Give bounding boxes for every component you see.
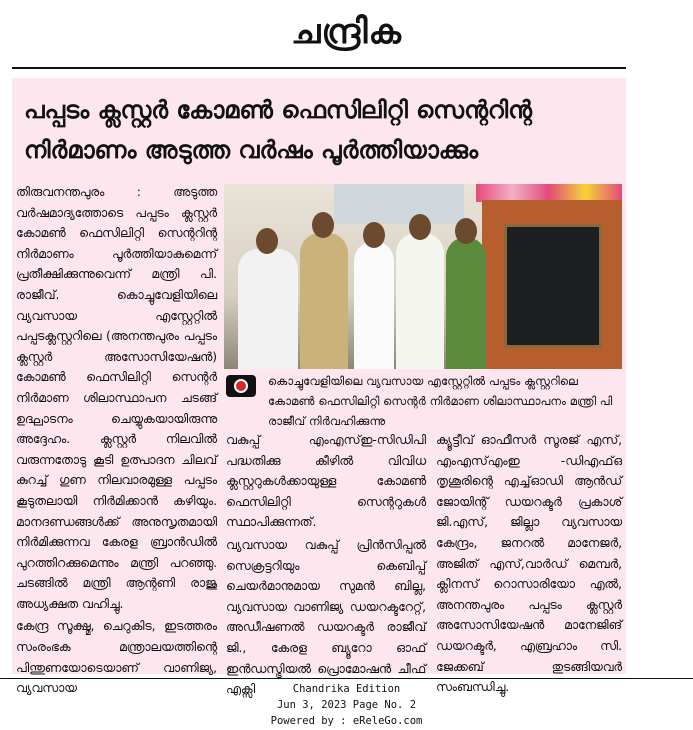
footer-rule — [0, 678, 693, 679]
photo-person — [354, 241, 394, 369]
photo-person-head — [363, 222, 385, 248]
photo-person — [396, 233, 444, 369]
paragraph: കേന്ദ്ര സൂക്ഷ്മ, ചെറുകിട, ഇടത്തരം സംരംഭക മന്ത്രാലയത്തിന്റെ പിന്തുണയോടെയാണ് വാണിജ്യ, വ്യവസായ — [16, 619, 217, 696]
masthead — [0, 0, 693, 64]
footer-edition: Chandrika Edition — [292, 683, 401, 695]
photo-caption-text: കൊച്ചുവേളിയിലെ വ്യവസായ എസ്റ്റേറ്റിൽ പപ്പടം ക്ലസ്റ്ററിലെ കോമൺ ഫെസിലിറ്റി സെന്റർ നിർമാണ ശിലാസ്ഥാപനം മന്ത്രി പി രാജീവ് നിർവഹിക്കുന്നു — [268, 374, 613, 428]
footer — [0, 681, 693, 729]
photo-person-head — [455, 218, 477, 244]
photo-plaque — [504, 224, 602, 348]
article-column-3 — [436, 430, 622, 700]
photo-caption — [224, 371, 622, 428]
paragraph: ക്യൂട്ടീവ് ഓഫീസർ സൂരജ് എസ്, എംഎസ്എംഇ -ഡിഎഫ്ഒ തൃശൂരിന്റെ എച്ച്ഓഡി ആൻഡ് ജോയിന്റ് ഡയറക്ടർ പ്രകാശ് ജി.എസ്, ജില്ലാ വ്യവസായ കേന്ദ്രം, ജനറൽ മാനേജർ, അജിത് എസ്,വാർഡ് മെമ്പർ, ക്ലിനസ് റൊസാരിയോ എൽ, അനന്തപുരം പപ്പടം ക്ലസ്റ്റർ അസോസിയേഷൻ മാനേജിങ് ഡയറക്ടർ, എബ്രഹാം സി. ജേക്കബ് തുടങ്ങിയവർ സംബന്ധിച്ചു. — [436, 433, 622, 695]
camera-icon — [226, 375, 256, 397]
paragraph: തിരുവനന്തപുരം : അടുത്ത വർഷമാദ്യത്തോടെ പപ്പടം ക്ലസ്റ്റർ കോമൺ ഫെസിലിറ്റി സെന്ററിന്റ നിർമാണം പൂർത്തിയാകുമെന്ന് പ്രതീക്ഷിക്കുന്നുവെന്ന് മന്ത്രി പി. രാജീവ്. കൊച്ചുവേളിയിലെ വ്യവസായ എസ്റ്റേറ്റിൽ പപ്പടക്ലസ്റ്ററിലെ (അനന്തപുരം പപ്പടം ക്ലസ്റ്റർ അസോസിയേഷൻ) കോമൺ ഫെസിലിറ്റി സെന്റർ നിർമാണ ശിലാസ്ഥാപന ചടങ്ങ് ഉദ്ഘാടനം ചെയ്യുകയായിരുന്നു അദ്ദേഹം. ക്ലസ്റ്റർ നിലവിൽ വരുന്നതോടു കൂടി ഉത്പാദന ചിലവ് കുറച്ച് ഗുണ നിലവാരമുള്ള പപ്പടം കൂടുതലായി നിർമിക്കാൻ കഴിയും. മാനദണ്ഡങ്ങൾക്ക് അനുസൃതമായി നിർമിക്കുന്നവ കേരള ബ്രാൻഡിൽ പുറത്തിറക്കുമെന്നും മന്ത്രി പറഞ്ഞു. ചടങ്ങിൽ മന്ത്രി ആന്റണി രാജു അധ്യക്ഷത വഹിച്ചു. — [16, 185, 217, 611]
paragraph: വ്യവസായ വകുപ്പ് പ്രിൻസിപ്പൽ സെക്രട്ടറിയും കെബിപ്പ് ചെയർമാനുമായ സുമൻ ബില്ല, വ്യവസായ വാണിജ്യ ഡയറക്ടറേറ്റ്, അഡീഷണൽ ഡയറക്ടർ രാജീവ് ജി., കേരള ബ്യൂറോ ഓഫ് ഇൻഡസ്ട്രിയൽ പ്രൊമോഷൻ ചീഫ് എക്സി — [226, 537, 426, 697]
article-column-2 — [226, 430, 426, 702]
photo-screen — [334, 184, 464, 224]
article-column-1 — [16, 182, 217, 701]
photo-person-head — [256, 228, 278, 254]
newspaper-logo: ചന്ദ്രിക — [291, 12, 402, 52]
photo-person-head — [312, 212, 334, 238]
headline: പപ്പടം ക്ലസ്റ്റർ കോമൺ ഫെസിലിറ്റി സെന്ററിന്റ നിർമാണം അടുത്ത വർഷം പൂർത്തിയാക്കും — [24, 96, 532, 164]
footer-powered-by: Powered by : eReleGo.com — [270, 715, 423, 727]
photo-person — [446, 237, 486, 369]
news-photo — [224, 184, 622, 369]
footer-date-page: Jun 3, 2023 Page No. 2 — [276, 699, 417, 711]
masthead-rule — [12, 67, 626, 69]
photo-person — [238, 249, 298, 369]
photo-person-head — [409, 214, 431, 240]
paragraph: വകുപ്പ് എംഎസ്ഇ-സിഡിപി പദ്ധതിക്കു കീഴിൽ വിവിധ ക്ലസ്റ്ററുകൾക്കായുള്ള കോമൺ ഫെസിലിറ്റി സെന്ററുകൾ സ്ഥാപിക്കുന്നത്. — [226, 433, 426, 530]
photo-person — [300, 233, 348, 369]
